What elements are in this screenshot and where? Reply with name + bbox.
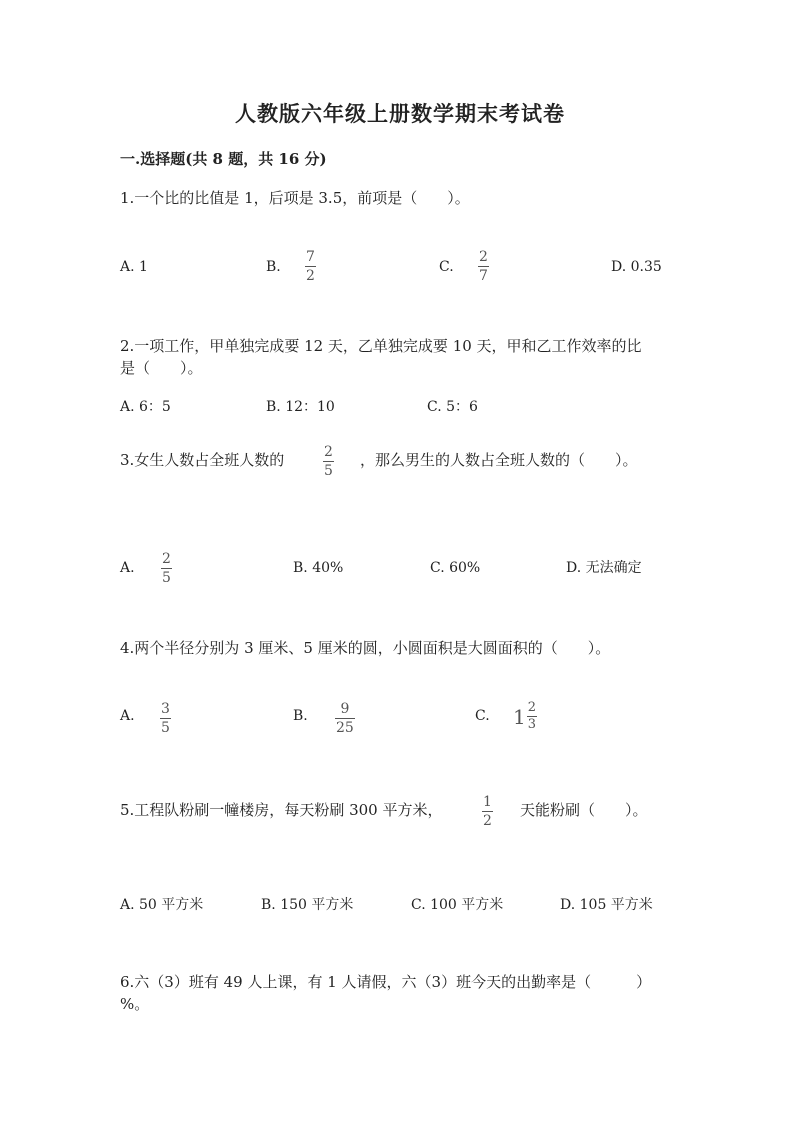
q3-option-a-label: A. — [120, 560, 135, 576]
question-3-stem-post: ，那么男生的人数占全班人数的（ ）。 — [360, 451, 638, 469]
q3-a-numerator: 2 — [162, 551, 171, 567]
fraction-bar — [160, 718, 171, 719]
q5-stem-denominator: 2 — [483, 813, 492, 829]
q1-option-b-fraction — [305, 249, 316, 284]
q4-option-a-label: A. — [120, 708, 135, 724]
q3-stem-fraction — [323, 444, 334, 479]
q2-option-a: A. 6：5 — [120, 399, 171, 415]
question-1-stem: 1.一个比的比值是 1，后项是 3.5，前项是（ ）。 — [120, 189, 470, 207]
q5-option-d: D. 105 平方米 — [560, 897, 653, 913]
q4-b-numerator: 9 — [340, 701, 350, 717]
question-5-stem-pre: 5.工程队粉刷一幢楼房，每天粉刷 300 平方米， — [120, 801, 443, 819]
q4-c-whole: 1 — [513, 704, 526, 729]
q4-option-b-fraction — [335, 701, 355, 736]
q4-a-denominator: 5 — [161, 720, 170, 736]
fraction-bar — [161, 568, 172, 569]
q4-option-c-label: C. — [475, 708, 490, 724]
q1-b-denominator: 2 — [306, 268, 315, 284]
question-2-stem-line2: 是（ ）。 — [120, 359, 203, 377]
fraction-bar — [478, 266, 489, 267]
q1-c-numerator: 2 — [479, 249, 488, 265]
q4-option-c-mixed-number — [513, 701, 537, 732]
fraction-bar — [335, 718, 355, 719]
q2-option-c: C. 5：6 — [427, 399, 478, 415]
q3-option-b: B. 40% — [293, 560, 344, 576]
q3-option-a-fraction — [161, 551, 172, 586]
q3-stem-denominator: 5 — [324, 463, 333, 479]
question-5-stem-post: 天能粉刷（ ）。 — [520, 801, 648, 819]
page-title: 人教版六年级上册数学期末考试卷 — [235, 101, 565, 126]
question-6-stem-line2: %。 — [120, 995, 150, 1013]
q1-option-a: A. 1 — [120, 259, 148, 275]
question-4-stem: 4.两个半径分别为 3 厘米、5 厘米的圆，小圆面积是大圆面积的（ ）。 — [120, 639, 611, 657]
q3-a-denominator: 5 — [162, 570, 171, 586]
q3-stem-numerator: 2 — [324, 444, 333, 460]
q1-option-c-fraction — [478, 249, 489, 284]
q4-option-a-fraction — [160, 701, 171, 736]
q1-c-denominator: 7 — [479, 268, 488, 284]
q4-a-numerator: 3 — [161, 701, 170, 717]
q3-option-c: C. 60% — [430, 560, 481, 576]
section-heading: 一.选择题(共 8 题，共 16 分) — [120, 150, 327, 168]
q5-stem-numerator: 1 — [483, 794, 492, 810]
q1-option-d: D. 0.35 — [611, 259, 662, 275]
q1-option-b-label: B. — [266, 259, 281, 275]
q5-option-c: C. 100 平方米 — [411, 897, 504, 913]
fraction-bar — [482, 811, 493, 812]
fraction-bar — [323, 461, 334, 462]
q4-option-b-label: B. — [293, 708, 308, 724]
q2-option-b: B. 12：10 — [266, 399, 335, 415]
q4-c-denominator: 3 — [527, 717, 537, 732]
q1-option-c-label: C. — [439, 259, 454, 275]
q5-option-b: B. 150 平方米 — [261, 897, 354, 913]
q5-stem-fraction — [482, 794, 493, 829]
question-2-stem-line1: 2.一项工作，甲单独完成要 12 天，乙单独完成要 10 天，甲和乙工作效率的比 — [120, 337, 642, 355]
fraction-bar — [305, 266, 316, 267]
q4-c-numerator: 2 — [527, 700, 537, 715]
q4-c-fraction — [527, 701, 537, 732]
q4-b-denominator: 25 — [336, 720, 354, 736]
question-6-stem-line1: 6.六（3）班有 49 人上课，有 1 人请假，六（3）班今天的出勤率是（ ） — [120, 973, 652, 991]
q1-b-numerator: 7 — [306, 249, 315, 265]
question-3-stem-pre: 3.女生人数占全班人数的 — [120, 451, 285, 469]
q5-option-a: A. 50 平方米 — [120, 897, 204, 913]
q3-option-d: D. 无法确定 — [566, 560, 642, 576]
